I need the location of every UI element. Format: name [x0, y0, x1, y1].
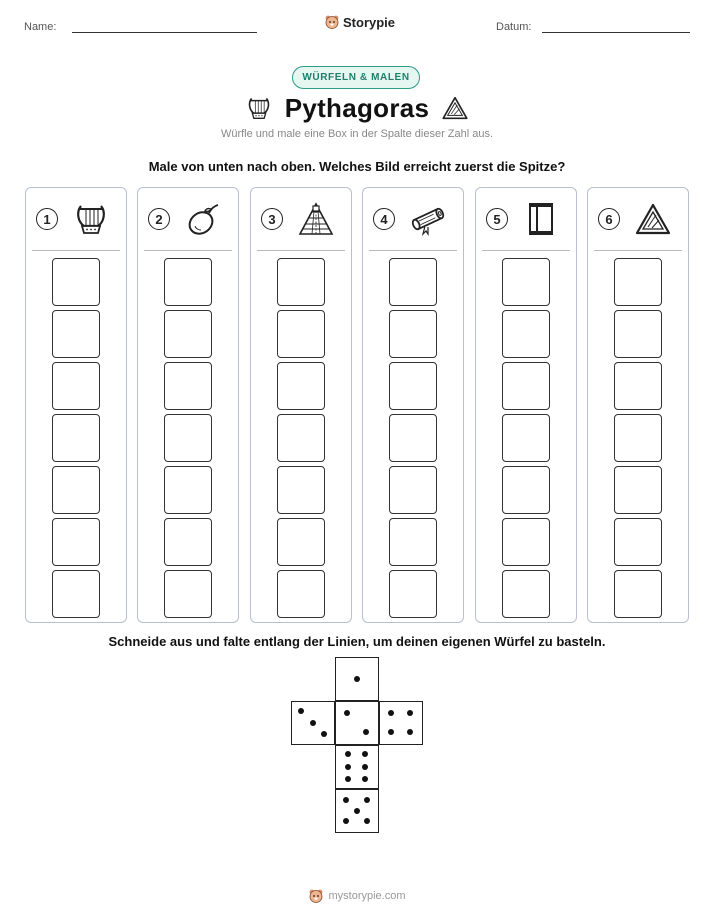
coloring-box[interactable]: [52, 570, 100, 618]
pyramid-icon: [297, 200, 335, 238]
column-header: [138, 188, 238, 250]
die-pip: [321, 731, 327, 737]
die-pip: [388, 729, 394, 735]
scroll-icon: [409, 200, 447, 238]
die-pip: [362, 776, 368, 782]
date-line[interactable]: [542, 32, 690, 33]
cut-instruction: Schneide aus und falte entlang der Linien, um deinen eigenen Würfel zu basteln.: [108, 634, 606, 649]
die-pip: [343, 797, 349, 803]
die-pip: [354, 676, 360, 682]
die-face-4: [379, 701, 423, 745]
column-header: [251, 188, 351, 250]
coloring-box[interactable]: [389, 310, 437, 358]
coloring-box[interactable]: [614, 466, 662, 514]
coloring-box[interactable]: [389, 258, 437, 306]
column-4: [362, 187, 464, 623]
subtitle: Würfle und male eine Box in der Spalte dieser Zahl aus.: [220, 128, 494, 140]
column-number: 2: [148, 208, 170, 230]
column-divider: [144, 250, 232, 251]
die-pip: [363, 729, 369, 735]
die-pip: [362, 764, 368, 770]
olive-icon: [184, 200, 222, 238]
coloring-box[interactable]: [614, 362, 662, 410]
die-pip: [345, 751, 351, 757]
category-badge: WÜRFELN & MALEN: [292, 66, 420, 89]
coloring-box[interactable]: [164, 258, 212, 306]
die-face-3: [291, 701, 335, 745]
column-number: 6: [598, 208, 620, 230]
lyre-icon: [72, 200, 110, 238]
die-face-1: [335, 657, 379, 701]
column-number: 5: [486, 208, 508, 230]
die-pip: [343, 818, 349, 824]
die-pip: [407, 710, 413, 716]
die-pip: [388, 710, 394, 716]
coloring-box[interactable]: [164, 362, 212, 410]
die-pip: [344, 710, 350, 716]
footer-url[interactable]: mystorypie.com: [328, 890, 406, 902]
coloring-box[interactable]: [164, 310, 212, 358]
column-header: [476, 188, 576, 250]
column-header: [26, 188, 126, 250]
coloring-box[interactable]: [614, 414, 662, 462]
coloring-box[interactable]: [52, 258, 100, 306]
coloring-box[interactable]: [614, 518, 662, 566]
coloring-box[interactable]: [614, 310, 662, 358]
coloring-box[interactable]: [164, 518, 212, 566]
coloring-box[interactable]: [389, 570, 437, 618]
die-pip: [354, 808, 360, 814]
coloring-box[interactable]: [52, 414, 100, 462]
column-icon: [522, 200, 560, 238]
coloring-box[interactable]: [52, 362, 100, 410]
column-header: [588, 188, 688, 250]
die-pip: [364, 797, 370, 803]
die-pip: [364, 818, 370, 824]
coloring-box[interactable]: [52, 310, 100, 358]
column-6: [587, 187, 689, 623]
coloring-box[interactable]: [502, 258, 550, 306]
coloring-box[interactable]: [277, 362, 325, 410]
triangle-icon: [441, 94, 469, 122]
die-face-2: [335, 701, 379, 745]
name-line[interactable]: [72, 32, 257, 33]
coloring-box[interactable]: [389, 414, 437, 462]
column-divider: [257, 250, 345, 251]
die-pip: [345, 776, 351, 782]
column-5: [475, 187, 577, 623]
coloring-box[interactable]: [389, 362, 437, 410]
storypie-mascot-icon: [308, 888, 324, 904]
coloring-box[interactable]: [502, 362, 550, 410]
column-header: [363, 188, 463, 250]
coloring-box[interactable]: [614, 258, 662, 306]
coloring-box[interactable]: [502, 466, 550, 514]
storypie-mascot-icon: [324, 14, 340, 30]
column-divider: [594, 250, 682, 251]
die-face-5: [335, 789, 379, 833]
column-2: [137, 187, 239, 623]
die-pip: [310, 720, 316, 726]
name-label: Name:: [24, 21, 57, 33]
coloring-box[interactable]: [614, 570, 662, 618]
coloring-box[interactable]: [164, 466, 212, 514]
die-pip: [362, 751, 368, 757]
column-number: 4: [373, 208, 395, 230]
die-pip: [298, 708, 304, 714]
coloring-box[interactable]: [277, 518, 325, 566]
coloring-box[interactable]: [277, 414, 325, 462]
column-3: [250, 187, 352, 623]
date-label: Datum:: [496, 21, 532, 33]
coloring-box[interactable]: [277, 310, 325, 358]
coloring-box[interactable]: [164, 414, 212, 462]
title-row: [245, 91, 469, 125]
page-title: Pythagoras: [284, 92, 430, 123]
coloring-box[interactable]: [277, 570, 325, 618]
column-number: 1: [36, 208, 58, 230]
lyre-icon: [245, 93, 273, 123]
coloring-box[interactable]: [277, 466, 325, 514]
coloring-box[interactable]: [52, 466, 100, 514]
die-face-6: [335, 745, 379, 789]
column-number: 3: [261, 208, 283, 230]
column-1: [25, 187, 127, 623]
column-divider: [482, 250, 570, 251]
coloring-box[interactable]: [502, 310, 550, 358]
triangle-icon: [634, 200, 672, 238]
footer: [0, 888, 714, 904]
coloring-box[interactable]: [164, 570, 212, 618]
brand-name: Storypie: [343, 14, 396, 30]
brand-logo: [324, 14, 395, 30]
coloring-box[interactable]: [389, 466, 437, 514]
coloring-box[interactable]: [52, 518, 100, 566]
column-divider: [369, 250, 457, 251]
die-pip: [407, 729, 413, 735]
die-pip: [345, 764, 351, 770]
coloring-box[interactable]: [502, 570, 550, 618]
coloring-box[interactable]: [277, 258, 325, 306]
instruction: Male von unten nach oben. Welches Bild erreicht zuerst die Spitze?: [148, 159, 566, 174]
coloring-box[interactable]: [389, 518, 437, 566]
column-divider: [32, 250, 120, 251]
coloring-box[interactable]: [502, 414, 550, 462]
coloring-box[interactable]: [502, 518, 550, 566]
